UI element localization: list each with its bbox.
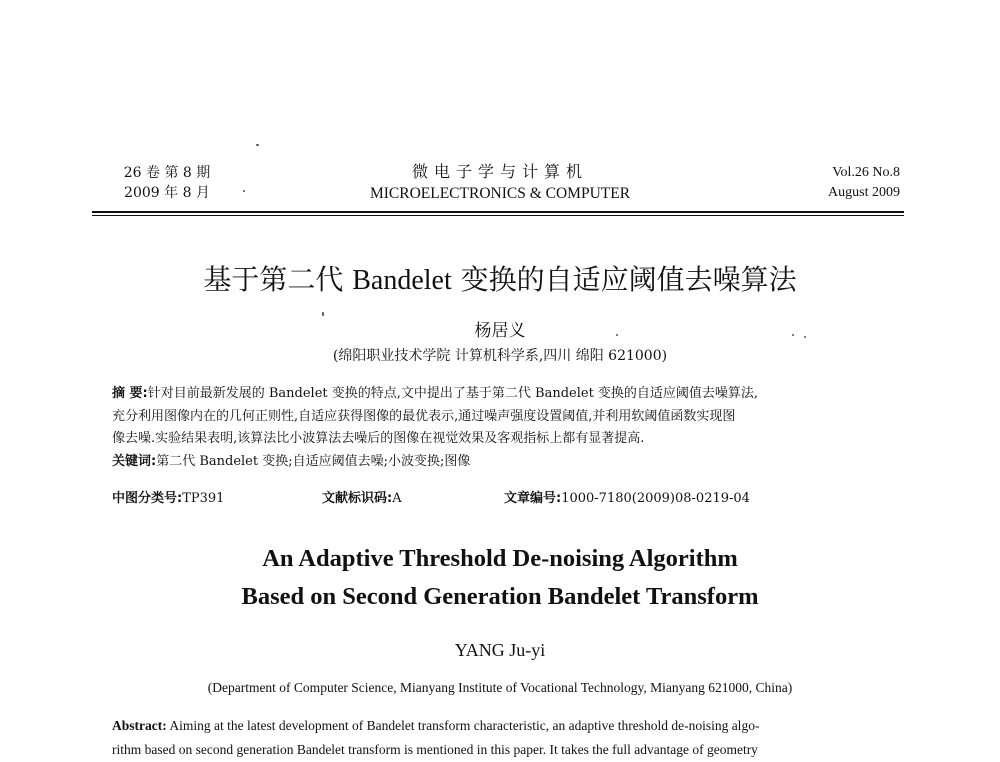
abstract-cn-line: 充分利用图像内在的几何正则性,自适应获得图像的最优表示,通过噪声强度设置阈值,并利用软阈值函数实现图 — [112, 408, 736, 424]
keywords — [112, 451, 888, 474]
title-cn-part3: 变换的自适应阈值去噪算法 — [451, 263, 797, 296]
scan-speck — [616, 334, 618, 336]
volume-issue-cn: 26 卷 第 8 期 — [123, 165, 211, 181]
abstract-cn — [112, 383, 888, 473]
doc-code-label: 文献标识码: — [322, 491, 393, 506]
scan-speck — [256, 144, 259, 146]
journal-title-en: MICROELECTRONICS & COMPUTER — [369, 185, 631, 202]
doc-code-value: A — [392, 491, 402, 506]
date-cn: 2009 年 8 月 — [124, 185, 210, 201]
header-rule-thick — [92, 211, 904, 213]
keywords-label: 关键词: — [112, 453, 157, 469]
clc-label: 中图分类号: — [112, 491, 183, 506]
author-cn: 杨居义 — [474, 321, 526, 341]
article-number-value: 1000-7180(2009)08-0219-04 — [561, 491, 750, 506]
scan-speck — [804, 336, 806, 338]
clc-number — [112, 489, 224, 509]
article-number — [504, 489, 750, 509]
scan-speck — [792, 334, 794, 336]
paper-title-cn — [100, 258, 900, 298]
journal-title-cn: 微电子学与计算机 — [411, 162, 588, 181]
author-en: YANG Ju-yi — [454, 640, 546, 660]
abstract-en-line — [112, 714, 890, 738]
title-cn-part2: Bandelet — [352, 265, 452, 296]
paper-title-en — [100, 540, 900, 616]
clc-value: TP391 — [182, 491, 225, 506]
title-en-line-2: Based on Second Generation Bandelet Transform — [241, 583, 759, 610]
scan-speck — [322, 312, 324, 316]
issue-info-cn — [92, 163, 242, 203]
title-en-line-1: An Adaptive Threshold De-noising Algorithm — [262, 545, 738, 572]
abstract-en-line: rithm based on second generation Bandelet transform is mentioned in this paper. It takes the full advantage of geometry — [112, 742, 758, 757]
abstract-en — [112, 714, 890, 762]
abstract-cn-line: 像去噪.实验结果表明,该算法比小波算法去噪后的图像在视觉效果及客观指标上都有显著提高. — [112, 431, 645, 446]
date-en: August 2009 — [828, 185, 900, 200]
document-code — [322, 489, 402, 509]
journal-title — [300, 161, 700, 205]
issue-info-en — [770, 163, 900, 203]
volume-issue-en: Vol.26 No.8 — [832, 165, 900, 180]
abstract-cn-label: 摘 要: — [112, 386, 148, 401]
abstract-cn-text-1: 针对目前最新发展的 Bandelet 变换的特点,文中提出了基于第二代 Bandelet 变换的自适应阈值去噪算法, — [147, 386, 759, 401]
article-number-label: 文章编号: — [504, 491, 562, 506]
title-cn-part1: 基于第二代 — [203, 263, 353, 296]
header-rule-thin — [92, 215, 904, 216]
affiliation-cn: (绵阳职业技术学院 计算机科学系,四川 绵阳 621000) — [332, 348, 668, 364]
abstract-cn-line — [112, 383, 888, 406]
scan-speck — [243, 190, 245, 192]
affiliation-en: (Department of Computer Science, Mianyang Institute of Vocational Technology, Mianyang 621000, China) — [207, 680, 793, 695]
abstract-en-text-1: Aiming at the latest development of Bandelet transform characteristic, an adaptive threshold de-noising algo- — [169, 718, 760, 733]
keywords-text: 第二代 Bandelet 变换;自适应阈值去噪;小波变换;图像 — [156, 453, 471, 469]
abstract-en-label: Abstract: — [112, 718, 167, 733]
